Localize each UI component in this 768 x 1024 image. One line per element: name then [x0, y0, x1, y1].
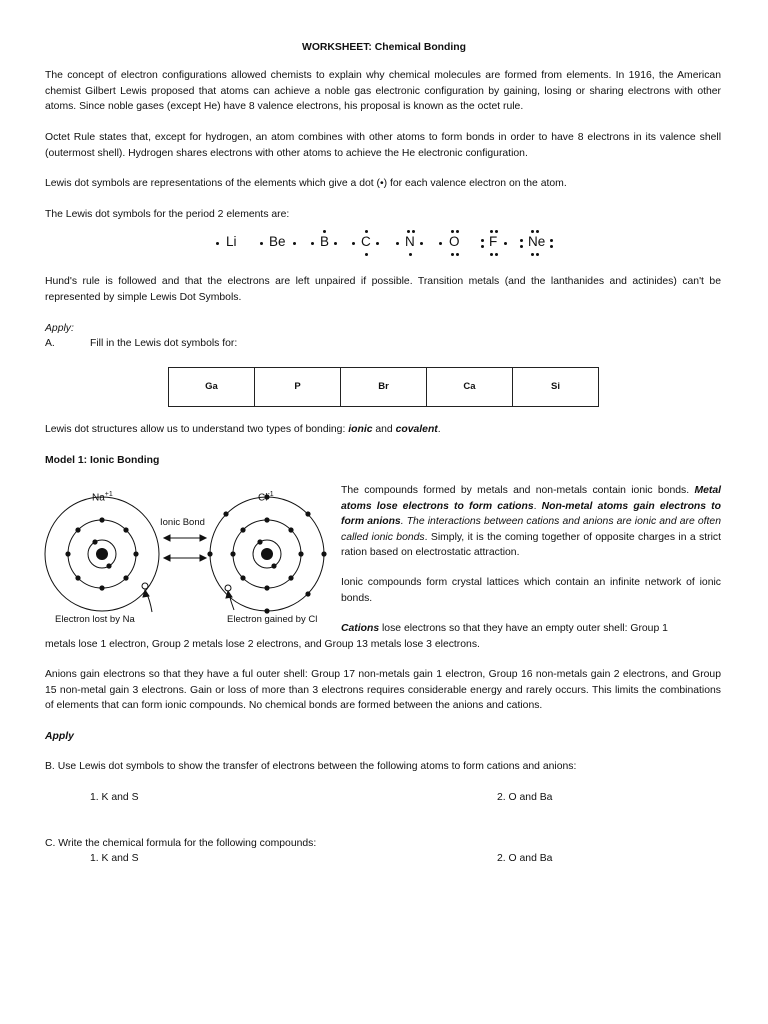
intro-paragraph: The concept of electron configurations allowed chemists to explain why chemical molecules are formed from elements. In 1916, the American chemist Gilbert Lewis proposed that atoms can achieve a noble gas electronic configuration by gaining, losing or sharing electrons with other atoms. Since noble gases (except He) have 8 valence electrons, his proposal is known as the octet rule.: [45, 70, 721, 112]
element-o: O: [449, 234, 460, 249]
element-n: N: [405, 234, 415, 249]
question-a-text: Fill in the Lewis dot symbols for:: [90, 338, 238, 349]
lewis-fill-table: [168, 367, 599, 407]
table-cell-ca[interactable]: Ca: [427, 368, 513, 407]
element-li: Li: [226, 234, 237, 249]
element-ne: Ne: [528, 234, 546, 249]
question-b: B. Use Lewis dot symbols to show the transfer of electrons between the following atoms to form cations and anions:: [45, 761, 577, 772]
ionic-bonding-diagram: [40, 480, 340, 630]
question-b-item-1: 1. K and S: [90, 792, 139, 803]
ionic-bond-arrows: [164, 535, 206, 561]
model1-heading: Model 1: Ionic Bonding: [45, 455, 160, 466]
anions-paragraph: Anions gain electrons so that they have a ful outer shell: Group 17 non-metals gain 1 electron, Group 16 non-metals gain 2 electrons, and Group 15 non-metal gain 3 electrons. Gain or loss of more than 3 electrons requires considerable energy and rarely occurs. This limits the combinations of elements that can form ionic compounds. No chemical bonds are formed between the anions and cations.: [45, 669, 721, 711]
cations-line-1: Cations lose electrons so that they have an empty outer shell: Group 1: [341, 623, 668, 634]
lewis-period2-intro: The Lewis dot symbols for the period 2 elements are:: [45, 209, 290, 220]
apply-heading: Apply: [45, 731, 74, 742]
element-c: C: [361, 234, 371, 249]
na-label: $Na^{+1}$: [92, 491, 113, 504]
ionic-compounds-paragraph: The compounds formed by metals and non-metals contain ionic bonds. Metal atoms lose electrons to form cations. Non-metal atoms gain electrons to form anions. The interactions between cations and anions are ionic and are often called ionic bonds. Simply, it is the coming together of opposite charges in a strict ration based on electrostatic attraction.: [341, 485, 721, 558]
question-a-letter: A.: [45, 338, 55, 349]
question-c-item-1: 1. K and S: [90, 853, 139, 864]
table-cell-ga[interactable]: Ga: [169, 368, 255, 407]
question-c: C. Write the chemical formula for the following compounds:: [45, 838, 317, 849]
apply-label: Apply:: [45, 323, 74, 334]
electron-gained-label: Electron gained by Cl: [227, 614, 318, 625]
question-b-item-2: 2. O and Ba: [497, 792, 553, 803]
element-b: B: [320, 234, 330, 249]
hunds-rule-paragraph: Hund's rule is followed and that the electrons are left unpaired if possible. Transition metals (and the lanthanides and actinides) can't be represented by simple Lewis Dot Symbols.: [45, 276, 721, 303]
table-cell-br[interactable]: Br: [341, 368, 427, 407]
cations-line-2: metals lose 1 electron, Group 2 metals lose 2 electrons, and Group 13 metals lose 3 electrons.: [45, 639, 480, 650]
element-be: Be: [269, 234, 286, 249]
electron-lost-label: Electron lost by Na: [55, 614, 135, 625]
bond-types-line: Lewis dot structures allow us to understand two types of bonding: ionic and covalent.: [45, 424, 441, 435]
octet-rule-paragraph: Octet Rule states that, except for hydrogen, an atom combines with other atoms to form bonds in order to have 8 electrons in its valence shell (outermost shell). Hydrogen shares electrons with other atoms to achieve the He electronic configuration.: [45, 132, 721, 159]
table-cell-si[interactable]: Si: [513, 368, 599, 407]
cl-label: $Cl^{-1}$: [258, 491, 274, 504]
ionic-bond-label: Ionic Bond: [160, 517, 205, 528]
crystal-lattice-paragraph: Ionic compounds form crystal lattices which contain an infinite network of ionic bonds.: [341, 577, 721, 604]
lewis-dot-row: [210, 232, 570, 254]
table-cell-p[interactable]: P: [255, 368, 341, 407]
question-c-item-2: 2. O and Ba: [497, 853, 553, 864]
lewis-definition: Lewis dot symbols are representations of the elements which give a dot (•) for each valence electron on the atom.: [45, 178, 567, 189]
lost-electron: [142, 583, 148, 589]
page-title: WORKSHEET: Chemical Bonding: [302, 42, 466, 53]
element-f: F: [489, 234, 498, 249]
